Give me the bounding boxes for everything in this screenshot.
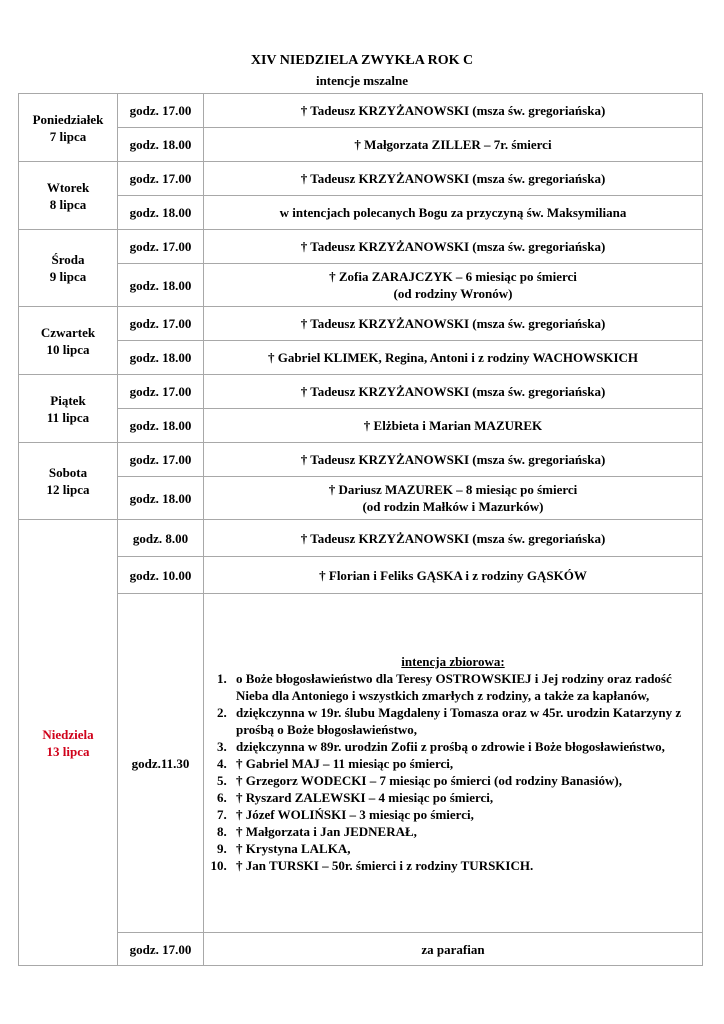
mass-time: godz. 18.00: [118, 128, 204, 162]
mass-time: godz. 17.00: [118, 375, 204, 409]
mass-row: [19, 94, 703, 128]
intention-line: (od rodziny Wronów): [393, 286, 513, 301]
intention-line: † Tadeusz KRZYŻANOWSKI (msza św. gregoriańska): [300, 103, 606, 118]
intention-line: † Tadeusz KRZYŻANOWSKI (msza św. gregoriańska): [300, 530, 606, 546]
intention-line: za parafian: [421, 941, 485, 957]
intention-list-item: 3. dziękczynna w 89r. urodzin Zofii z prośbą o zdrowie i Boże błogosławieństwo,: [230, 738, 698, 755]
day-name: Czwartek: [40, 324, 96, 340]
mass-row: [19, 162, 703, 196]
intention-line: w intencjach polecanych Bogu za przyczyną św. Maksymiliana: [279, 205, 627, 220]
intention-line: † Tadeusz KRZYŻANOWSKI (msza św. gregoriańska): [300, 384, 606, 399]
collective-intention: [204, 594, 703, 933]
mass-time: godz. 18.00: [118, 409, 204, 443]
day-date: 11 lipca: [46, 409, 90, 425]
mass-time: godz. 18.00: [118, 196, 204, 230]
day-date: 12 lipca: [46, 482, 90, 497]
intention-list-item: 5. † Grzegorz WODECKI – 7 miesiąc po śmierci (od rodziny Banasiów),: [230, 772, 698, 789]
mass-intention: [204, 162, 703, 196]
mass-intention: [204, 557, 703, 594]
day-date: 7 lipca: [49, 128, 87, 144]
mass-row: [19, 520, 703, 557]
intention-list-item: 1. o Boże błogosławieństwo dla Teresy OSTROWSKIEJ i Jej rodziny oraz radość Nieba dla Antoniego i wszystkich zmarłych z rodziny, a także za kapłanów,: [230, 670, 698, 704]
mass-time: godz. 17.00: [118, 162, 204, 196]
mass-intention: [204, 375, 703, 409]
day-cell: [19, 230, 118, 307]
intention-line: † Tadeusz KRZYŻANOWSKI (msza św. gregoriańska): [300, 171, 606, 186]
mass-intention: [204, 477, 703, 520]
day-date: 8 lipca: [49, 196, 87, 212]
mass-time: godz. 18.00: [118, 477, 204, 520]
mass-time: godz. 18.00: [118, 264, 204, 307]
intention-line: (od rodzin Małków i Mazurków): [362, 499, 544, 514]
mass-row: [19, 375, 703, 409]
intention-line: † Dariusz MAZUREK – 8 miesiąc po śmierci: [328, 482, 578, 497]
mass-row: [19, 409, 703, 443]
page-subtitle: intencje mszalne: [315, 73, 409, 88]
mass-intention: [204, 94, 703, 128]
mass-time: godz. 17.00: [118, 443, 204, 477]
collective-title: intencja zbiorowa:: [401, 653, 505, 669]
mass-row: [19, 128, 703, 162]
day-name: Piątek: [50, 392, 86, 408]
mass-row: [19, 443, 703, 477]
intention-line: † Tadeusz KRZYŻANOWSKI (msza św. gregoriańska): [300, 239, 606, 254]
day-name: Środa: [51, 252, 85, 267]
mass-intention: [204, 196, 703, 230]
intention-list-item: 9. † Krystyna LALKA,: [230, 840, 698, 857]
day-cell: [19, 443, 118, 520]
mass-time: godz. 17.00: [118, 94, 204, 128]
day-name: Niedziela: [42, 726, 94, 742]
mass-time: godz. 10.00: [118, 557, 204, 594]
mass-time: godz. 18.00: [118, 341, 204, 375]
mass-time: godz. 17.00: [118, 933, 204, 966]
mass-intention: [204, 264, 703, 307]
mass-row: [19, 264, 703, 307]
mass-row: [19, 341, 703, 375]
day-date: 10 lipca: [46, 341, 90, 357]
intention-list-item: 7. † Józef WOLIŃSKI – 3 miesiąc po śmierci,: [230, 806, 698, 823]
day-cell: [19, 162, 118, 230]
intention-line: † Gabriel KLIMEK, Regina, Antoni i z rodziny WACHOWSKICH: [267, 350, 639, 365]
mass-row: [19, 307, 703, 341]
day-date: 13 lipca: [46, 743, 90, 759]
day-name: Wtorek: [46, 179, 90, 195]
intention-list-item: 10. † Jan TURSKI – 50r. śmierci i z rodziny TURSKICH.: [230, 857, 698, 874]
mass-intention: [204, 933, 703, 966]
intention-list: [208, 670, 698, 874]
day-cell: [19, 94, 118, 162]
intention-line: † Tadeusz KRZYŻANOWSKI (msza św. gregoriańska): [300, 316, 606, 331]
mass-row: [19, 196, 703, 230]
page-title: XIV NIEDZIELA ZWYKŁA ROK C: [250, 53, 474, 68]
mass-time: godz. 17.00: [118, 307, 204, 341]
day-name: Poniedziałek: [32, 111, 104, 127]
day-cell: [19, 520, 118, 966]
intention-line: † Tadeusz KRZYŻANOWSKI (msza św. gregoriańska): [300, 452, 606, 467]
mass-schedule-table: [18, 93, 703, 966]
mass-time: godz.11.30: [118, 594, 204, 933]
mass-time: godz. 8.00: [118, 520, 204, 557]
mass-row: [19, 594, 703, 933]
mass-row: [19, 557, 703, 594]
intention-list-item: 2. dziękczynna w 19r. ślubu Magdaleny i Tomasza oraz w 45r. urodzin Katarzyny z prośbą o Boże błogosławieństwo,: [230, 704, 698, 738]
mass-intention: [204, 230, 703, 264]
mass-row: [19, 477, 703, 520]
intention-line: † Florian i Feliks GĄSKA i z rodziny GĄSKÓW: [319, 567, 587, 583]
mass-time: godz. 17.00: [118, 230, 204, 264]
intention-line: † Zofia ZARAJCZYK – 6 miesiąc po śmierci: [329, 269, 577, 284]
mass-intention: [204, 341, 703, 375]
mass-intention: [204, 128, 703, 162]
intention-list-item: 8. † Małgorzata i Jan JEDNERAŁ,: [230, 823, 698, 840]
day-date: 9 lipca: [49, 269, 87, 284]
mass-intention: [204, 409, 703, 443]
mass-intention: [204, 443, 703, 477]
mass-intention: [204, 520, 703, 557]
intention-line: † Małgorzata ZILLER – 7r. śmierci: [354, 137, 552, 152]
mass-row: [19, 230, 703, 264]
mass-intention: [204, 307, 703, 341]
intention-line: † Elżbieta i Marian MAZUREK: [363, 418, 543, 433]
intention-list-item: 6. † Ryszard ZALEWSKI – 4 miesiąc po śmierci,: [230, 789, 698, 806]
intention-list-item: 4. † Gabriel MAJ – 11 miesiąc po śmierci,: [230, 755, 698, 772]
mass-row: [19, 933, 703, 966]
day-cell: [19, 375, 118, 443]
day-name: Sobota: [48, 465, 88, 480]
day-cell: [19, 307, 118, 375]
